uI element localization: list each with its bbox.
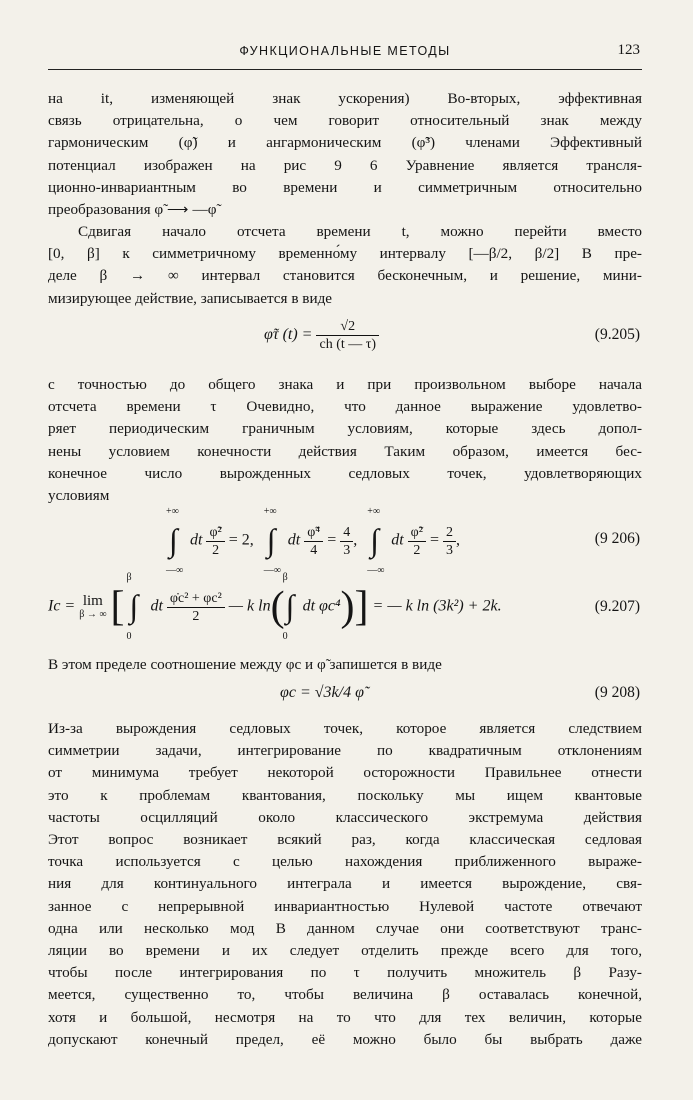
- eq-lhs: φ̃τ (t) =: [264, 326, 313, 344]
- text-line: условиям: [48, 487, 110, 505]
- paragraph-4: [48, 654, 642, 676]
- text-line: потенциал изображен на рис 9 6 Уравнение является трансля-: [48, 156, 642, 174]
- fraction: [316, 318, 379, 353]
- eq-value: = 2,: [228, 531, 254, 549]
- text-line: деле β → ∞ интервал становится бесконечным, и решение, мини-: [48, 267, 642, 285]
- text-line: Сдвигая начало отсчета времени t, можно перейти вместо: [78, 223, 642, 240]
- eq-expression: φc = √3k/4 φ̃: [280, 684, 364, 701]
- text-line: чтобы после интегрирования по τ получить множитель β Разу-: [48, 964, 642, 982]
- eq-lhs: Ic =: [48, 597, 76, 615]
- text-line: на it, изменяющей знак ускорения) Во-вторых, эффективная: [48, 90, 642, 107]
- fraction: $\frac{\text{φ̇c² + φc²}}{2}$: [167, 590, 225, 625]
- text-line: нены условием конечности действия Таким образом, имеется бес-: [48, 442, 642, 460]
- equation-9-205: [48, 312, 642, 362]
- integral-sign: +∞ ∫ —∞: [367, 506, 385, 576]
- text-line: [0, β] к симметричному временно́му интервалу [—β/2, β/2] В пре-: [48, 245, 642, 263]
- fraction: $\frac{\text{φ̃⁴}}{4}$: [304, 524, 323, 559]
- equation-number: (9 206): [594, 530, 640, 547]
- text-line: ния для континуального интеграла и имеется вырождение, свя-: [48, 875, 642, 893]
- fraction-denominator: ch (t — τ): [319, 337, 377, 352]
- text-line: гармоническим (φ̃) и ангармоническим (φ̃³) членами Эффективный: [48, 134, 642, 152]
- paragraph-5: [48, 718, 642, 1051]
- fraction: $\frac{4}{3}$: [340, 524, 353, 559]
- text-line: симметрии задачи, интегрирование по квадратичным отклонениям: [48, 742, 642, 760]
- page-header: [48, 44, 642, 68]
- fraction: $\frac{2}{3}$: [443, 524, 456, 559]
- text-line: преобразования φ̃ ⟶ —φ̃: [48, 201, 217, 219]
- integral-sign: +∞ ∫ —∞: [263, 506, 281, 576]
- equation-number: (9.207): [594, 598, 640, 615]
- page-number: 123: [617, 42, 640, 58]
- text-line: ляции во времени и их следует отделить прежде всего для того,: [48, 942, 642, 960]
- equation-number: (9 208): [594, 684, 640, 701]
- fraction-numerator: √2: [316, 318, 379, 336]
- paragraph-1: [48, 88, 642, 221]
- text-line: с точностью до общего знака и при произвольном выборе начала: [48, 376, 642, 393]
- text-line: частоты осцилляций около классического экстремума действия: [48, 808, 642, 826]
- equation-9-207: Ic = lim β → ∞ [ β ∫ 0 dt $\frac{\text{φ̇c² + φc²}}{2}$ — k ln( β ∫ 0 dt φc⁴)] = — k ln (3k²) + 2k. (9.207): [48, 572, 640, 642]
- text-line: отсчета времени τ Очевидно, что данное выражение удовлетво-: [48, 398, 642, 416]
- text-line: от минимума требует некоторой осторожности Правильнее отнести: [48, 764, 642, 782]
- text-line: связь отрицательна, о чем говорит относительный знак между: [48, 112, 642, 130]
- integral-sign: β ∫ 0: [282, 572, 295, 642]
- equation-9-208: [48, 680, 642, 710]
- equation-9-206: +∞ ∫ —∞ dt $\frac{\text{φ̃²}}{2}$ = 2, +∞ ∫ —∞ dt $\frac{\text{φ̃⁴}}{4}$ = $\frac{4}{3}$ , +∞ ∫ —∞ dt $\frac{\text{φ̃²}}{2}$ = $\frac{2}{3}$ , (9 206): [166, 506, 640, 576]
- running-title: ФУНКЦИОНАЛЬНЫЕ МЕТОДЫ: [239, 44, 451, 58]
- limit-operator: lim β → ∞: [79, 593, 107, 620]
- text-line: конечное число вырожденных седловых точек, удовлетворяющих: [48, 464, 642, 482]
- paragraph-3: [48, 374, 642, 507]
- text-line: Этот вопрос возникает всякий раз, когда классическая седловая: [48, 831, 642, 849]
- text-line: хотя и большой, несмотря на то что для тех величин, которые: [48, 1008, 642, 1026]
- paragraph-2: [48, 221, 642, 310]
- text-line: допускают конечный предел, её можно было бы выбрать даже: [48, 1030, 642, 1048]
- text-line: Из-за вырождения седловых точек, которое является следствием: [48, 720, 642, 737]
- equation-number: (9.205): [594, 326, 640, 343]
- integral-sign: +∞ ∫ —∞: [166, 506, 184, 576]
- text-line: меется, существенно то, чтобы величина β оставалась конечной,: [48, 986, 642, 1004]
- text-line: ряет периодическим граничным условиям, которые здесь допол-: [48, 420, 642, 438]
- header-rule: [48, 69, 642, 70]
- text-line: мизирующее действие, записывается в виде: [48, 289, 333, 307]
- text-line: точка используется с целью нахождения приближенного выраже-: [48, 853, 642, 871]
- fraction: $\frac{\text{φ̃²}}{2}$: [408, 524, 426, 559]
- text-line: занное с непрерывной инвариантностью Нулевой частоте отвечают: [48, 897, 642, 915]
- text-line: одна или несколько мод В данном случае они соответствуют транс-: [48, 919, 642, 937]
- integral-sign: β ∫ 0: [126, 572, 139, 642]
- fraction: $\frac{\text{φ̃²}}{2}$: [206, 524, 224, 559]
- text-line: В этом пределе соотношение между φc и φ̃ запишется в виде: [48, 656, 442, 673]
- text-line: ционно-инвариантным во времени и симметричным относительно: [48, 178, 642, 196]
- text-line: это к проблемам квантования, поскольку мы ищем квантовые: [48, 786, 642, 804]
